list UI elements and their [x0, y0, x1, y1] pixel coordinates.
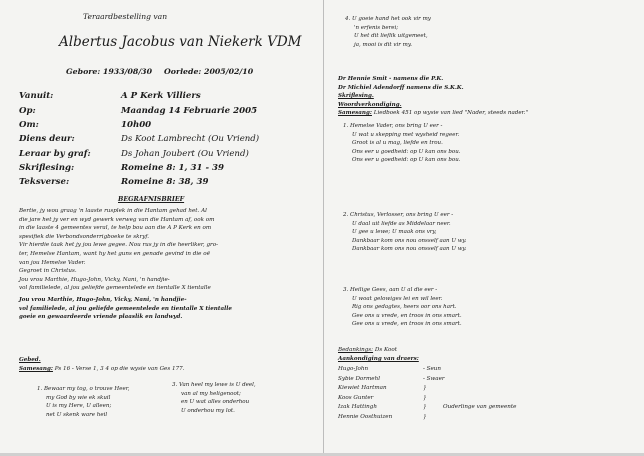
- details-label: Op:: [19, 106, 36, 116]
- song-text: Ps 16 - Verse 1, 3 4 op die wysie van Ges 177.: [54, 366, 185, 372]
- letter-line: van jou Hemelse Vader.: [19, 259, 86, 266]
- letter-line: Gegroet in Christus.: [19, 268, 77, 275]
- hymn-verse-1: [343, 122, 461, 165]
- verse-line: 1. Bewaar my tog, o trouve Heer,: [37, 386, 130, 392]
- bearer-role: }: [423, 404, 427, 411]
- verse-line: 4. U goeie hand het ook vir my: [345, 16, 431, 22]
- family-line: Jou vrou Marthie, Hugo-John, Vicky, Nani, 'n handjie-: [19, 297, 187, 303]
- scripture-reading: Skriflesing.: [338, 93, 374, 100]
- verse-1: [37, 385, 130, 419]
- bearer-name: Hennie Oosthuizen: [338, 413, 393, 420]
- bearer-name: Koos Gunter: [338, 394, 374, 401]
- hymn-verse-3: [343, 286, 462, 329]
- verse-line: U woat gelowiges lei en wil leer.: [352, 295, 443, 302]
- bearer-role: - Swaer: [423, 375, 445, 382]
- family-line: goeie en gewaardeerde vriende plaaslik en landwyd.: [19, 314, 183, 321]
- bearer-name: Hugo-John: [338, 366, 369, 372]
- bearer-role: }: [423, 394, 427, 401]
- verse-4: [345, 15, 431, 49]
- verse-line: Ons eer u goedheid: op U kan ons bou.: [352, 148, 461, 155]
- hymn-verse-2: [343, 211, 467, 254]
- verse-line: 3. Heilige Gees, aan U al die eer -: [343, 287, 438, 293]
- program-title: Teraardbestelling van: [83, 12, 168, 21]
- details-value: Maandag 14 Februarie 2005: [121, 106, 258, 116]
- blessing-label: Bedankings:: [338, 347, 374, 353]
- deceased-name: Albertus Jacobus van Niekerk VDM: [59, 34, 302, 50]
- verse-line: U wat u skepping met wysheid regeer.: [352, 131, 460, 138]
- hymn-line: [338, 109, 528, 118]
- details-label: Om:: [19, 120, 39, 130]
- song-label: Samesang:: [19, 366, 53, 372]
- letter-line: vol familielede, al jou geliefde gemeentelede en tientalle X tientalle: [19, 285, 211, 292]
- bearer-name: Izak Hattingh: [338, 404, 377, 411]
- pallbearers-names: [338, 365, 392, 423]
- verse-line: U het dit lieflik uitgemeet,: [354, 33, 428, 40]
- verse-line: 2. Christus, Verlosser, ons bring U eer -: [343, 212, 454, 218]
- bearer-role: }: [423, 385, 427, 392]
- letter-line: Bertie, jy wou graag 'n laaste rusplek in die Hantam gehad het. Al: [19, 208, 207, 214]
- verse-line: en U wat alles onderhou: [181, 399, 250, 406]
- letter-line: spesifiek die Verbondsonderrigboeke te skryf.: [19, 233, 149, 240]
- prayer-label: Gebed.: [19, 357, 41, 363]
- page-fold: [323, 0, 324, 456]
- verse-3: [172, 381, 256, 415]
- letter-line: Jou vrou Marthie, Hugo-John, Vicky, Nani, 'n handjie-: [19, 276, 170, 283]
- family-block: [19, 296, 232, 322]
- verse-line: 'n erfenis berei;: [354, 24, 399, 31]
- details-label: Diens deur:: [19, 134, 75, 144]
- bearer-name: Sybie Dormehl: [338, 375, 380, 382]
- details-value: A P Kerk Villiers: [121, 91, 201, 101]
- family-line: vol familielede, al jou geliefde gemeentelede en tientalle X tientalle: [19, 305, 232, 312]
- hymn-label: Samesang:: [338, 110, 372, 116]
- hymn-text: Liedboek 451 op wysie van lied "Nader, steeds nader.": [373, 110, 529, 116]
- verse-line: U is my Here, U alleen;: [46, 403, 112, 410]
- speaker-line: Dr Michiel Adendorff namens die S.K.K.: [338, 84, 464, 91]
- speaker-line: Dr Hennie Smit - namens die P.K.: [338, 76, 444, 82]
- bearer-role: }: [423, 413, 427, 420]
- verse-line: U onderhou my lot.: [181, 407, 235, 414]
- letter-heading: BEGRAFNISBRIEF: [118, 196, 185, 203]
- verse-line: Gee ons u vrede, en troos in ons smart.: [352, 312, 462, 319]
- verse-line: 3. Van heel my lewe is U deel,: [172, 382, 256, 388]
- death-date: Oorlede: 2005/02/10: [164, 67, 254, 76]
- letter-line: Vir hierdie taak het jy jou lewe gegee. Nou rus jy in die heerliker, gro-: [19, 242, 218, 249]
- letter-line: ter, Hemelse Hantam, want hy het guns en genade gevind in die oë: [19, 250, 210, 257]
- details-value: Romeine 8: 38, 39: [121, 177, 209, 187]
- verse-line: net U skenk ware heil: [46, 411, 108, 418]
- details-value: Ds Johan Joubert (Ou Vriend): [121, 149, 249, 159]
- verse-line: Rig ons gedagtes, heers oor ons hart.: [352, 304, 457, 311]
- details-label: Teksverse:: [19, 177, 70, 187]
- verse-line: Gee ons u vrede, en troos in ons smart.: [352, 321, 462, 328]
- pallbearers-heading: Aankondiging van draers:: [338, 356, 419, 362]
- verse-line: U gee u lewe; U maak ons vry,: [352, 229, 437, 236]
- verse-line: U daal uit liefde as Middelaar neer.: [352, 220, 451, 227]
- letter-line: die jare het jy ver en wyd gewerk verweg van die Hantam af, ook om: [19, 216, 215, 223]
- details-value: Romeine 8: 1, 31 - 39: [121, 163, 224, 173]
- letter-body: [19, 207, 218, 293]
- pallbearers-roles: [423, 365, 445, 423]
- verse-line: my God by wie ek skuil: [46, 394, 111, 401]
- song-line: [19, 365, 184, 374]
- details-label: Vanuit:: [19, 91, 54, 101]
- bearers-group-label: Ouderlinge van gemeente: [443, 404, 517, 410]
- verse-line: Groot is al u mag, liefde en trou.: [352, 140, 443, 147]
- verse-line: van al my heligenoot;: [181, 390, 241, 397]
- speakers: [338, 75, 464, 109]
- bearer-name: Kiewiet Hartman: [338, 385, 387, 392]
- verse-line: Ons eer u goedheid: op U kan ons bou.: [352, 157, 461, 164]
- letter-line: in die laaste 4 gemeentes veral, te help bou aan die A P Kerk en om: [19, 225, 212, 232]
- blessing-text: Ds Koot: [374, 347, 397, 353]
- verse-line: Dankbaar kom ons nou onsself aan U wy.: [352, 246, 467, 253]
- verse-line: ja, mooi is dit vir my.: [354, 41, 412, 48]
- verse-line: Dankbaar kom ons nou onsself aan U wy.: [352, 237, 467, 244]
- details-label: Skriflesing:: [19, 163, 75, 173]
- birth-date: Gebore: 1933/08/30: [66, 67, 153, 76]
- bearer-role: - Seun: [423, 366, 442, 372]
- details-label: Leraar by graf:: [19, 149, 91, 159]
- details-value: Ds Koot Lambrecht (Ou Vriend): [121, 134, 260, 144]
- verse-line: 1. Hemelse Vader, ons bring U eer -: [343, 123, 443, 129]
- blessing-line: [338, 346, 397, 355]
- details-value: 10h00: [121, 120, 152, 130]
- sermon: Woordverkondiging.: [338, 101, 402, 108]
